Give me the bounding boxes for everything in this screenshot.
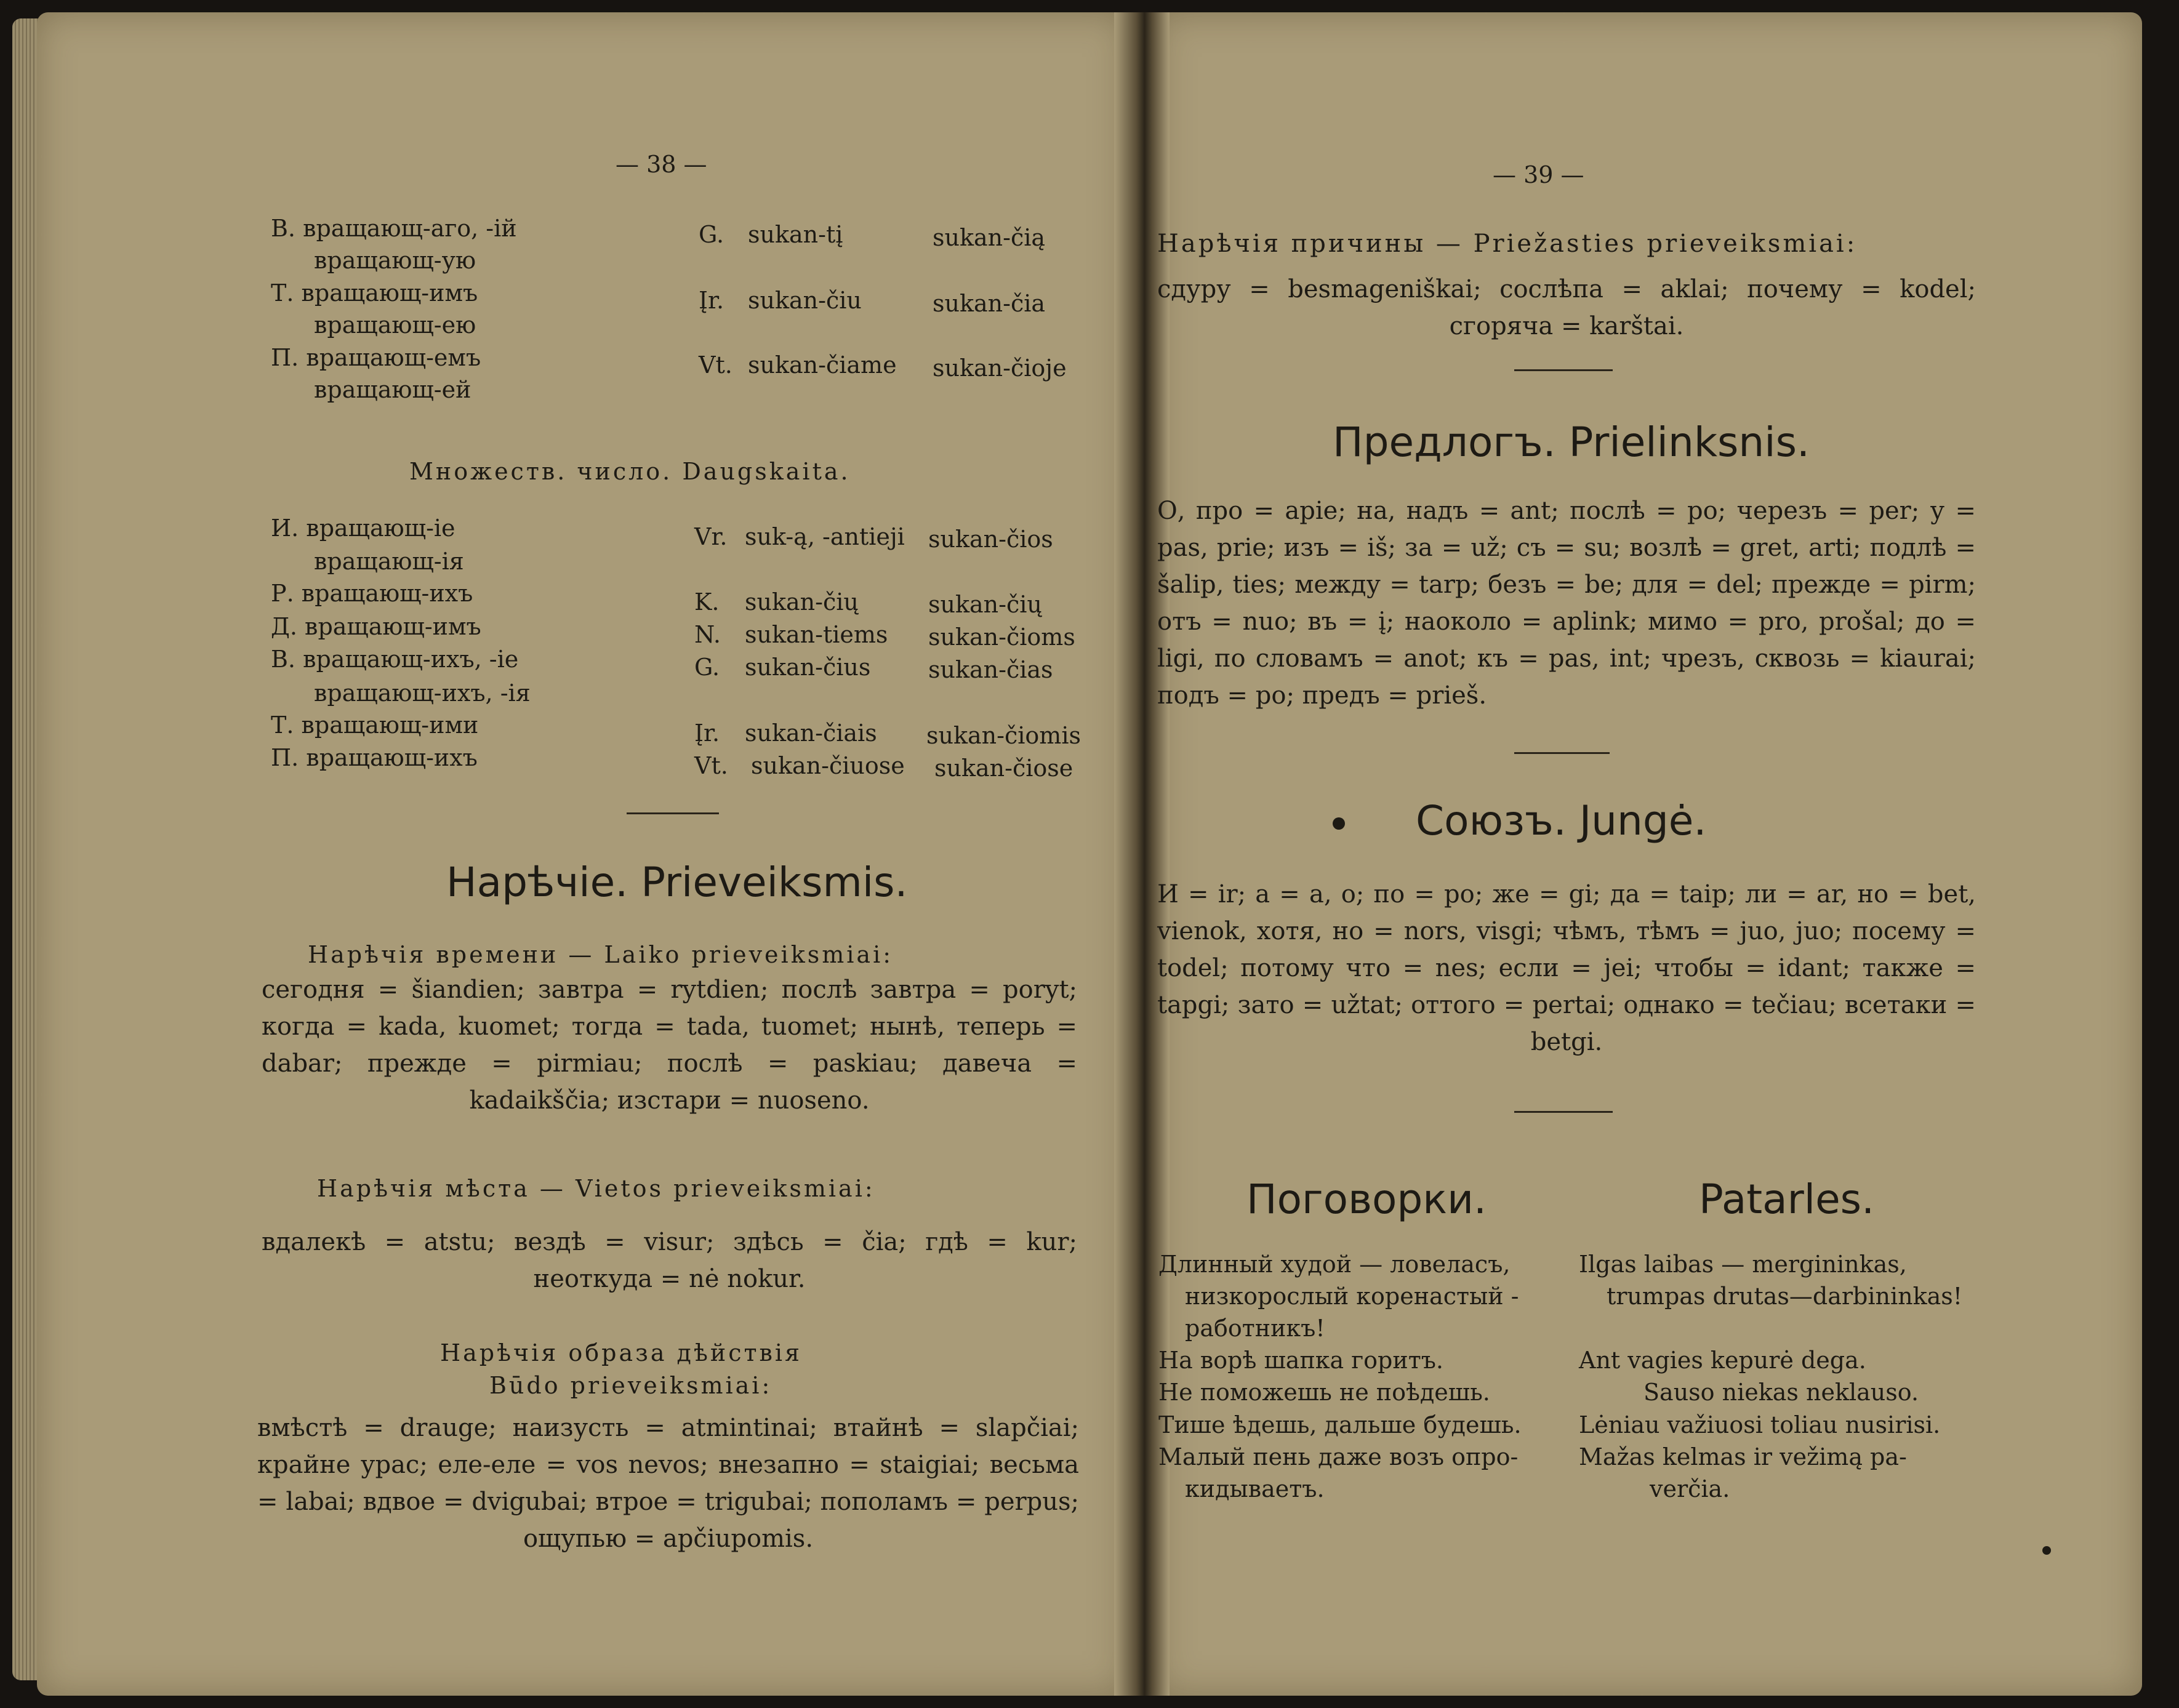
case-lt-abbr: Vt. xyxy=(699,351,732,379)
saying-lt: Sauso niekas neklauso. xyxy=(1643,1379,1919,1406)
time-adverbs-heading: Нарѣчія времени — Laiko prieveiksmiai: xyxy=(308,941,894,968)
plural-lt: sukan-čiuose xyxy=(751,752,905,779)
plural-ru: Т. вращающ-ими xyxy=(271,712,479,739)
adverb-heading: Нарѣчіе. Prieveiksmis. xyxy=(446,859,908,906)
plural-ru: П. вращающ-ихъ xyxy=(271,744,478,771)
plural-lt-abbr: G. xyxy=(694,654,720,681)
plural-heading: Множеств. число. Daugskaita. xyxy=(409,458,851,485)
cause-adverbs-text: сдуру = besmageniškai; сослѣпа = aklai; почему = kodel; сгоряча = karštai. xyxy=(1157,275,1976,340)
saying-ru: На ворѣ шапка горитъ. xyxy=(1158,1347,1443,1374)
place-adverbs-heading: Нарѣчія мѣста — Vietos prieveiksmiai: xyxy=(317,1175,875,1202)
case-lt: sukan-čiu xyxy=(748,287,862,314)
manner-adverbs-heading: Нарѣчія образа дѣйствія xyxy=(440,1339,803,1366)
plural-ru: вращающ-ія xyxy=(314,548,464,575)
plural-ru: Д. вращающ-имъ xyxy=(271,613,481,640)
divider xyxy=(627,812,719,814)
plural-lt: sukan-čios xyxy=(928,526,1053,553)
plural-lt: sukan-čiomis xyxy=(926,722,1081,749)
saying-lt: Ant vagies kepurė dega. xyxy=(1579,1347,1866,1374)
bullet-mark xyxy=(1333,817,1345,830)
conjunction-text: И = ir; а = a, o; по = po; же = gi; да = taip; ли = ar, но = bet, vienok, хотя, но = nors, visgi; чѣмъ, тѣмъ = juo, juo; посему = todel; потому что = nes; если = jei; чтобы = idant; также = tapgi; зато = užtat; оттого = pertai; однако = tečiau; всетаки = betgi. xyxy=(1157,880,1976,1056)
saying-ru: кидываетъ. xyxy=(1185,1475,1325,1502)
place-adverbs-text: вдалекѣ = atstu; вездѣ = visur; здѣсь = čia; гдѣ = kur; неоткуда = nė nokur. xyxy=(262,1228,1077,1293)
plural-lt: sukan-čioms xyxy=(928,623,1075,651)
case-ru: В. вращающ-аго, -ій xyxy=(271,215,517,242)
case-lt: sukan-tį xyxy=(748,221,843,248)
plural-lt-abbr: Įr. xyxy=(694,720,720,747)
case-lt-abbr: G. xyxy=(699,221,724,248)
saying-lt: Ilgas laibas — mergininkas, xyxy=(1579,1251,1907,1278)
case-lt-abbr: Įr. xyxy=(699,287,724,314)
conjunction-heading: Союзъ. Jungė. xyxy=(1416,797,1707,844)
saying-ru: Длинный худой — ловеласъ, xyxy=(1158,1251,1511,1278)
case-lt: sukan-čioje xyxy=(933,355,1067,382)
divider xyxy=(1514,1111,1613,1113)
case-ru: вращающ-ею xyxy=(314,311,476,339)
case-ru: вращающ-ей xyxy=(314,376,472,403)
plural-lt-abbr: Vt. xyxy=(694,752,728,779)
case-lt: sukan-čią xyxy=(933,224,1046,251)
case-ru: П. вращающ-емъ xyxy=(271,344,481,371)
saying-ru: работникъ! xyxy=(1185,1315,1325,1342)
plural-lt-abbr: K. xyxy=(694,588,720,615)
case-ru: Т. вращающ-имъ xyxy=(271,279,478,307)
page-number-left: — 38 — xyxy=(616,151,707,178)
case-lt: sukan-čiame xyxy=(748,351,897,379)
saying-lt: verčia. xyxy=(1650,1475,1730,1502)
saying-lt: Mažas kelmas ir vežimą pa- xyxy=(1579,1443,1907,1470)
saying-ru: низкорослый коренастый - xyxy=(1185,1283,1519,1310)
plural-ru: Р. вращающ-ихъ xyxy=(271,580,473,607)
plural-lt: sukan-čiose xyxy=(934,755,1073,782)
plural-lt: sukan-čiais xyxy=(745,720,877,747)
plural-lt: sukan-čius xyxy=(745,654,871,681)
manner-adverbs-text: вмѣстѣ = drauge; наизусть = atmintinai; втайнѣ = slapčiai; крайне урас; еле-еле = vos nevos; внезапно = staigiai; весьма = labai; вдвое = dvigubai; втрое = trigubai; пополамъ = perpus; ощупью = apčiupomis. xyxy=(257,1414,1079,1553)
case-lt: sukan-čia xyxy=(933,290,1046,317)
plural-ru: В. вращающ-ихъ, -іе xyxy=(271,646,519,673)
saying-lt: Lėniau važiuosi toliau nusirisi. xyxy=(1579,1411,1941,1438)
ink-spot xyxy=(2042,1546,2051,1555)
sayings-heading-lt: Patarles. xyxy=(1699,1176,1875,1223)
saying-lt: trumpas drutas—darbininkas! xyxy=(1607,1283,1963,1310)
preposition-text: О, про = apie; на, надъ = ant; послѣ = po; черезъ = per; у = pas, prie; изъ = iš; за = už; съ = su; возлѣ = gret, arti; подлѣ = šalip, ties; между = tarp; безъ = be; для = del; прежде = pirm; отъ = nuo; въ = į; наоколо = aplink; мимо = pro, prošal; до = ligi, по словамъ = anot; къ = pas, int; чрезъ, сквозь = kiaurai; подъ = po; предъ = prieš. xyxy=(1157,497,1976,710)
plural-lt: suk-ą, -antieji xyxy=(745,523,905,550)
cause-adverbs-heading: Нарѣчія причины — Priežasties prieveiksmiai: xyxy=(1157,230,1858,258)
plural-lt: sukan-čias xyxy=(928,656,1053,683)
time-adverbs-text: сегодня = šiandien; завтра = rytdien; послѣ завтра = poryt; когда = kada, kuomet; тогда = tada, tuomet; нынѣ, теперь = dabar; прежде = pirmiau; послѣ = paskiau; давеча = kadaikščia; изстари = nuoseno. xyxy=(262,976,1077,1115)
sayings-heading-ru: Поговорки. xyxy=(1246,1176,1487,1223)
saying-ru: Не поможешь не поѣдешь. xyxy=(1158,1379,1490,1406)
plural-lt-abbr: Vr. xyxy=(694,523,728,550)
plural-lt-abbr: N. xyxy=(694,621,721,648)
page-number-right: — 39 — xyxy=(1493,161,1584,188)
divider xyxy=(1514,752,1610,754)
case-ru: вращающ-ую xyxy=(314,247,476,274)
saying-ru: Малый пень даже возъ опро- xyxy=(1158,1443,1519,1470)
plural-lt: sukan-čių xyxy=(745,588,859,615)
plural-lt: sukan-čių xyxy=(928,591,1042,618)
manner-adverbs-heading: Būdo prieveiksmiai: xyxy=(489,1372,772,1399)
saying-ru: Тише ѣдешь, дальше будешь. xyxy=(1158,1411,1522,1438)
preposition-heading: Предлогъ. Prielinksnis. xyxy=(1333,419,1810,466)
plural-ru: вращающ-ихъ, -ія xyxy=(314,680,531,707)
plural-lt: sukan-tiems xyxy=(745,621,888,648)
plural-ru: И. вращающ-іе xyxy=(271,515,455,542)
divider xyxy=(1514,369,1613,371)
